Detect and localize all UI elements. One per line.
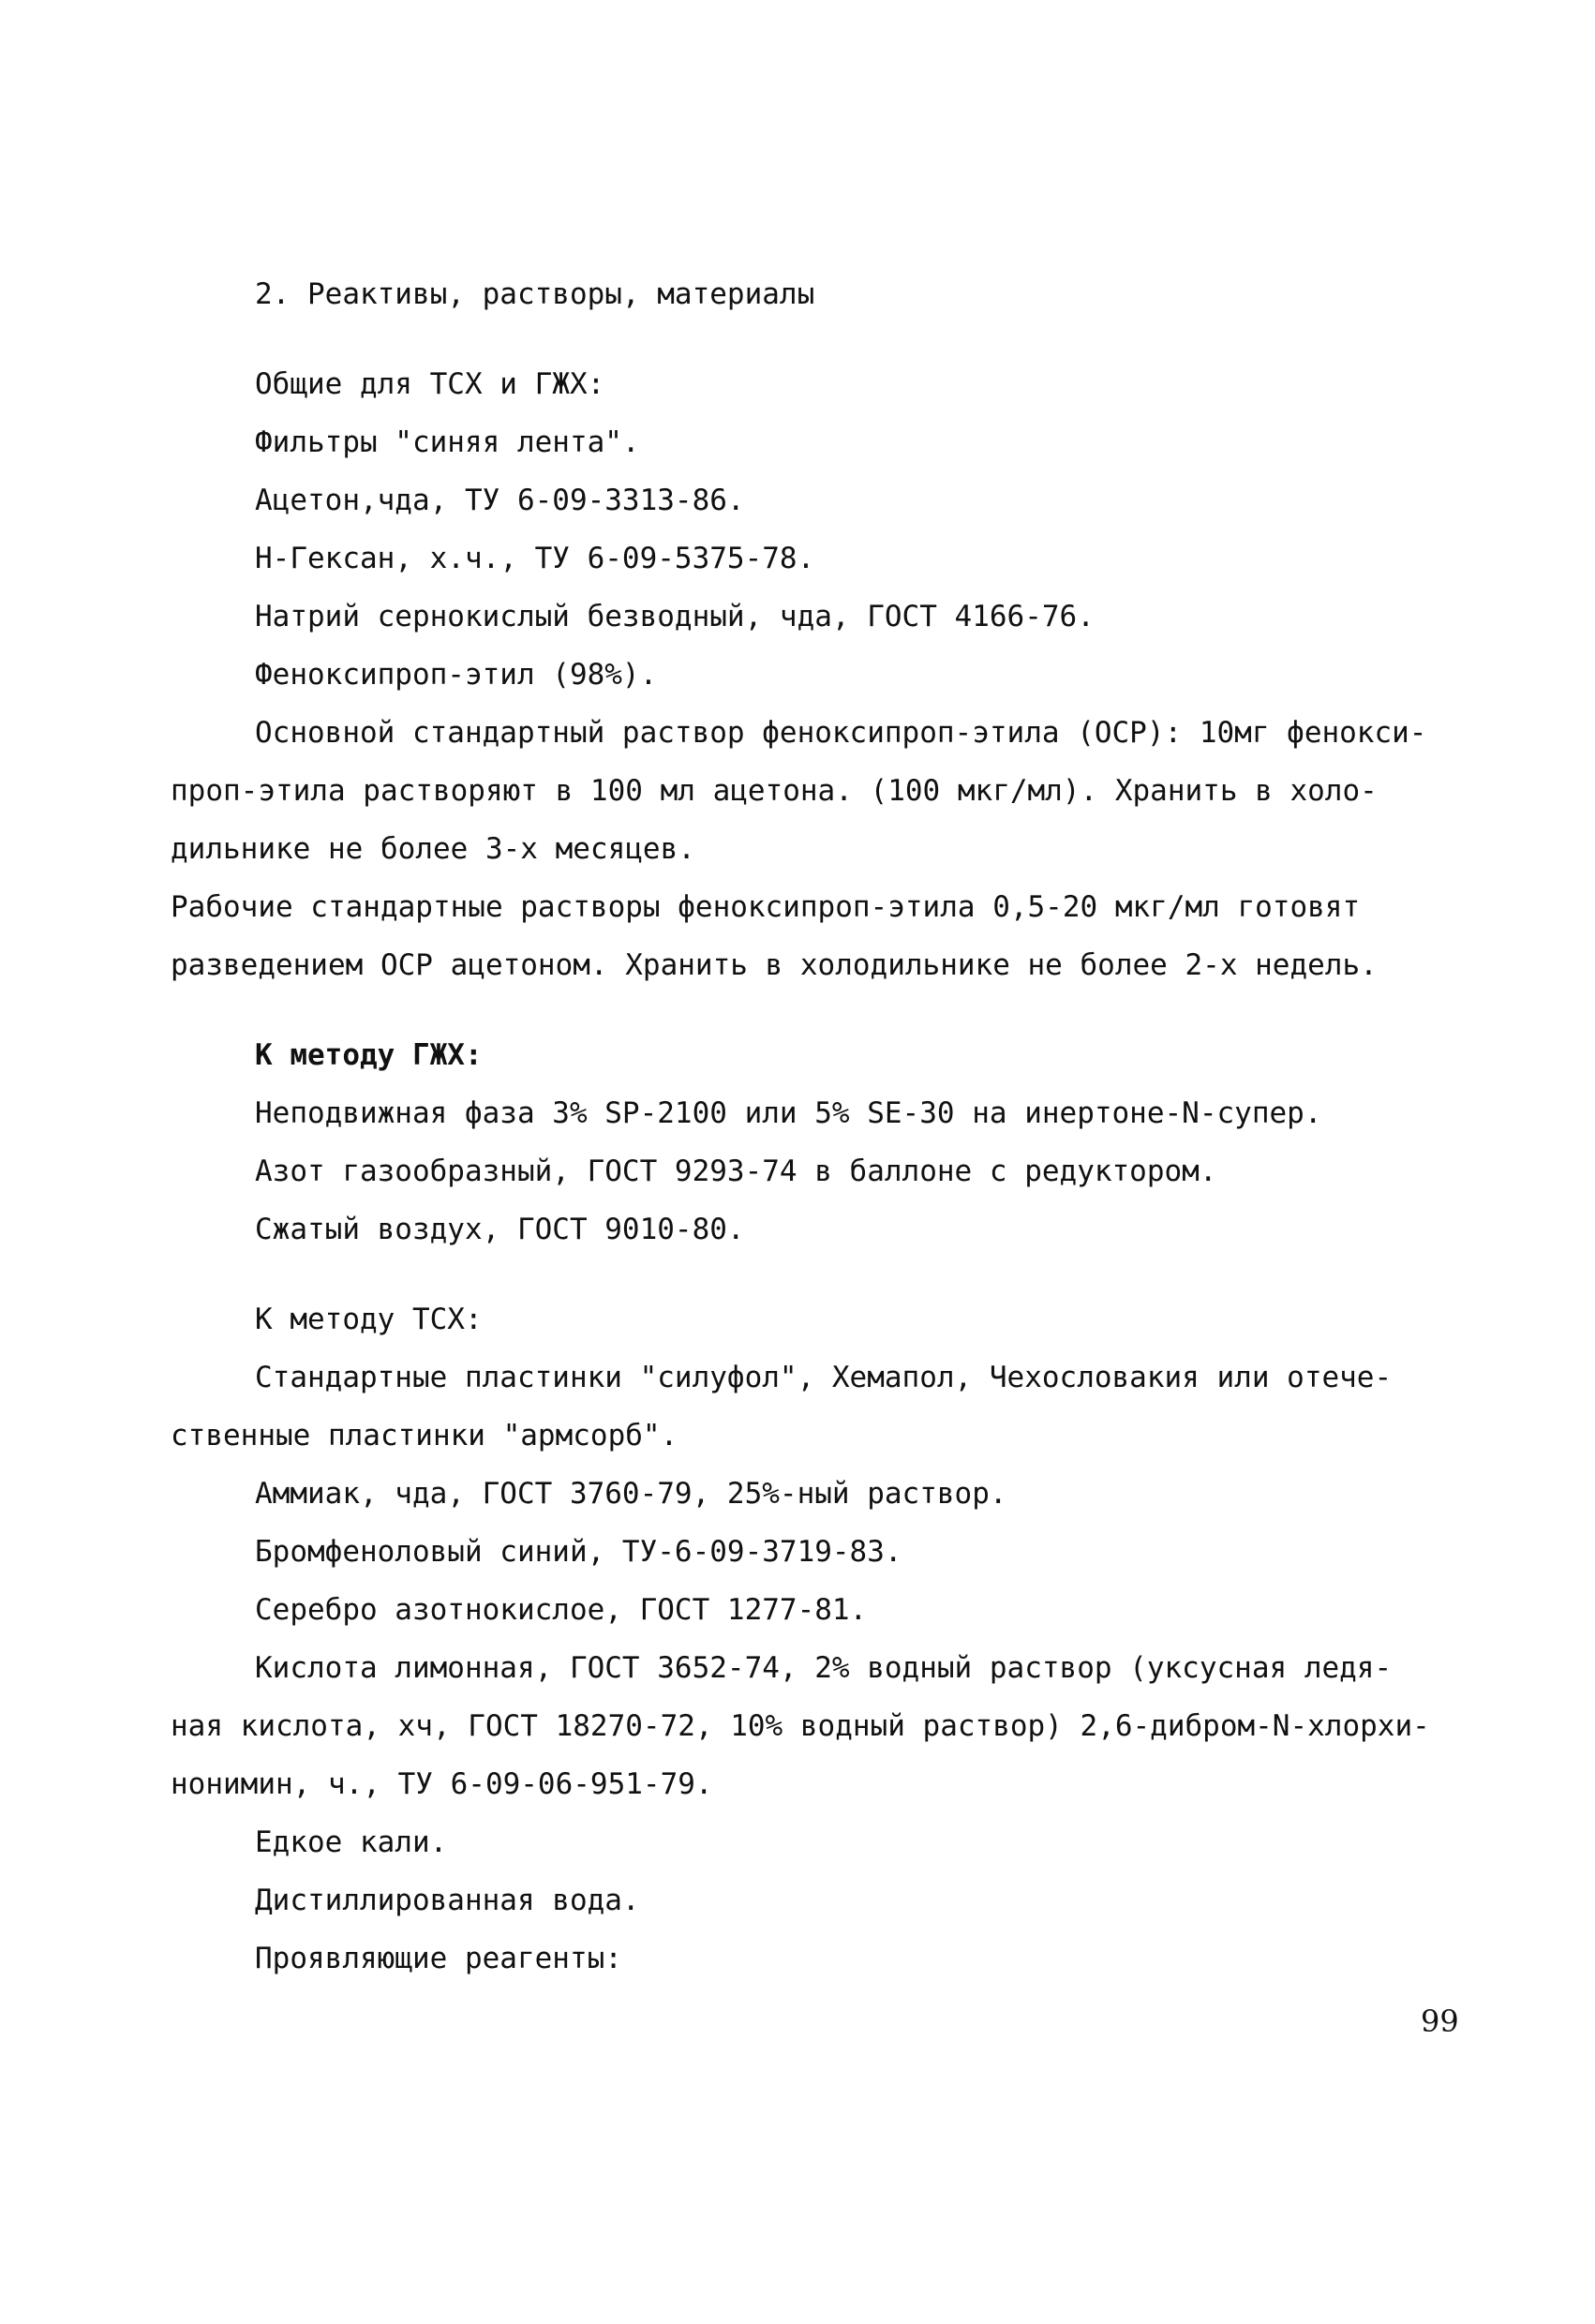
citric-acid-line: нонимин, ч., ТУ 6-09-06-951-79. [171,1767,713,1801]
citric-acid-line: ная кислота, хч, ГОСТ 18270-72, 10% водный раствор) 2,6-дибром-N-хлорхи- [171,1709,1430,1743]
gc-item: Азот газообразный, ГОСТ 9293-74 в баллоне с редуктором. [255,1155,1217,1188]
stock-solution-line: проп-этила растворяют в 100 мл ацетона. (100 мкг/мл). Хранить в холо- [171,774,1378,808]
tlc-item: Аммиак, чда, ГОСТ 3760-79, 25%-ный раствор. [255,1477,1007,1511]
gc-subheading: К методу ГЖХ: [255,1038,483,1072]
tlc-plates-line: Стандартные пластинки "силуфол", Хемапол, Чехословакия или отече- [255,1361,1393,1394]
reagent-item: Ацетон,чда, ТУ 6-09-3313-86. [255,484,745,517]
tlc-item: Едкое кали. [255,1825,448,1859]
reagent-item: Феноксипроп-этил (98%). [255,658,658,692]
tlc-subheading: К методу ТСХ: [255,1303,483,1336]
working-solution-line: разведением ОСР ацетоном. Хранить в холодильнике не более 2-х недель. [171,948,1378,982]
common-subheading: Общие для ТСХ и ГЖХ: [255,367,605,401]
page-number: 99 [1421,2004,1459,2039]
reagent-item: Н-Гексан, х.ч., ТУ 6-09-5375-78. [255,542,815,575]
reagent-item: Фильтры "синяя лента". [255,425,640,459]
section-heading: 2. Реактивы, растворы, материалы [255,277,815,311]
gc-item: Неподвижная фаза 3% SP-2100 или 5% SE-30 на инертоне-N-супер. [255,1096,1322,1130]
tlc-plates-line: ственные пластинки "армсорб". [171,1419,678,1452]
tlc-item: Серебро азотнокислое, ГОСТ 1277-81. [255,1593,868,1627]
citric-acid-line: Кислота лимонная, ГОСТ 3652-74, 2% водный раствор (уксусная ледя- [255,1651,1393,1685]
tlc-item: Дистиллированная вода. [255,1884,640,1917]
working-solution-line: Рабочие стандартные растворы феноксипроп-этила 0,5-20 мкг/мл готовят [171,890,1361,924]
gc-item: Сжатый воздух, ГОСТ 9010-80. [255,1213,745,1246]
reagent-item: Натрий сернокислый безводный, чда, ГОСТ 4166-76. [255,600,1095,633]
tlc-item: Проявляющие реагенты: [255,1942,622,1975]
tlc-item: Бромфеноловый синий, ТУ-6-09-3719-83. [255,1535,902,1569]
stock-solution-line: дильнике не более 3-х месяцев. [171,832,695,866]
stock-solution-line: Основной стандартный раствор феноксипроп-этила (ОСР): 10мг фенокси- [255,716,1427,750]
